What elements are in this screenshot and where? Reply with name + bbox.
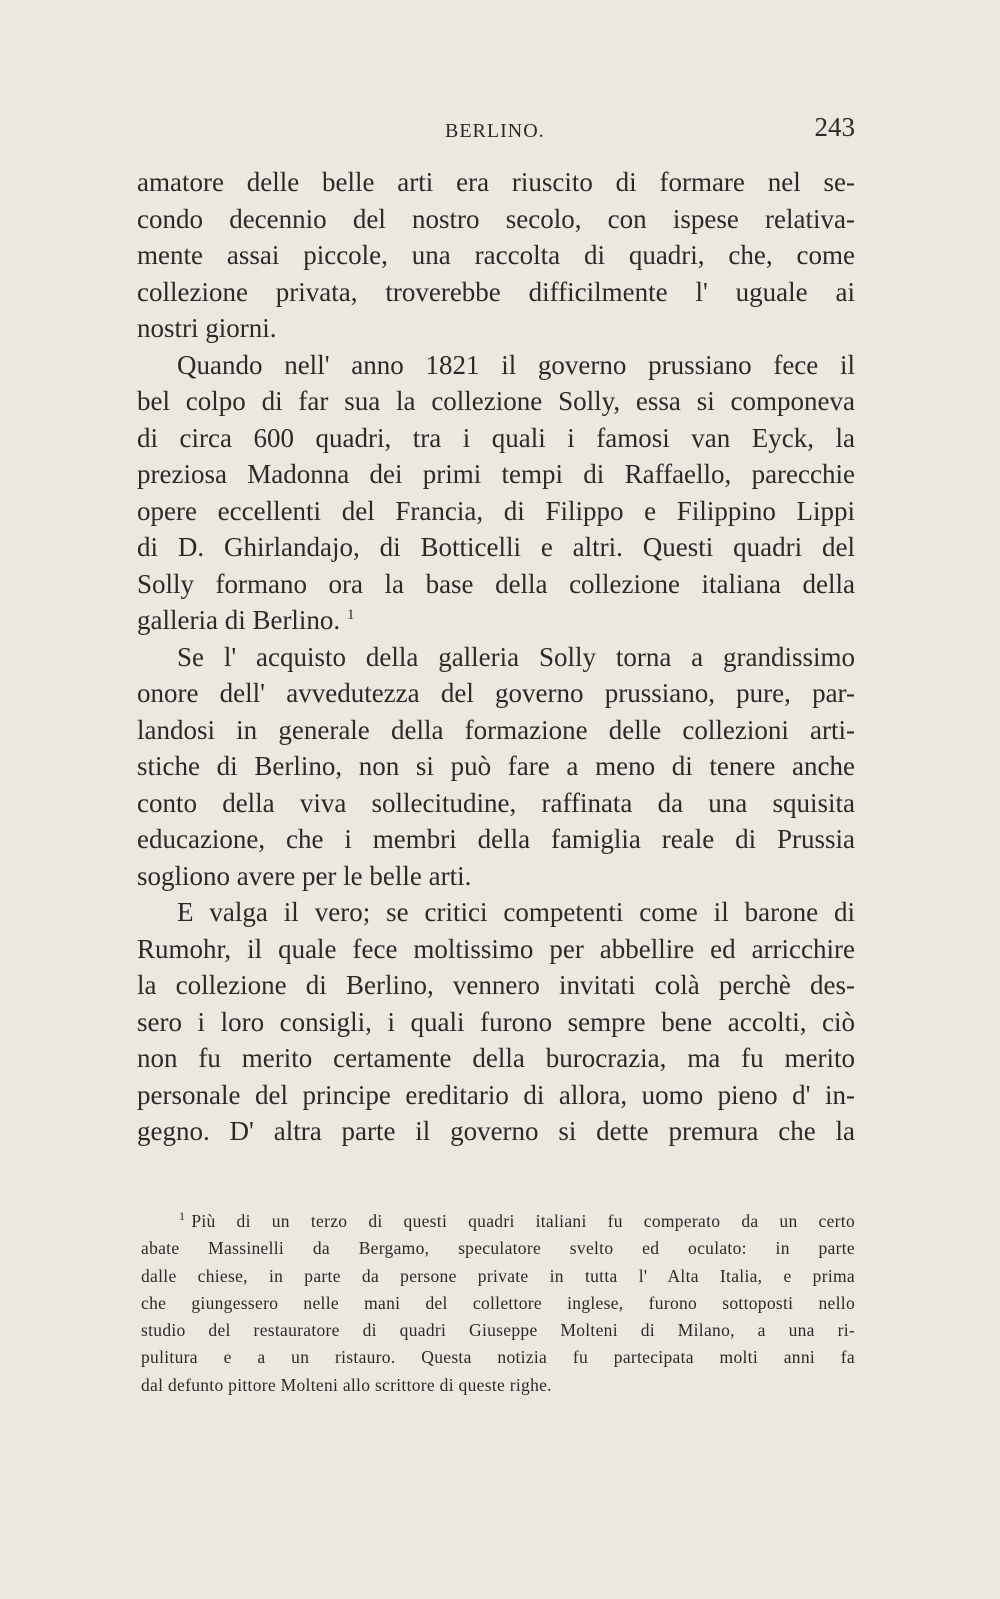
body-line: Se l' acquisto della galleria Solly torna a grandissimo xyxy=(177,641,855,672)
body-line: Solly formano ora la base della collezione italiana della xyxy=(137,568,855,599)
body-line: sogliono avere per le belle arti. xyxy=(137,860,472,891)
footnote xyxy=(141,1208,855,1399)
page-number: 243 xyxy=(814,112,855,142)
body-text xyxy=(137,164,855,1150)
body-line: personale del principe ereditario di allora, uomo pieno d' in- xyxy=(137,1079,855,1110)
body-line: E valga il vero; se critici competenti come il barone di xyxy=(177,897,855,927)
body-line: stiche di Berlino, non si può fare a meno di tenere anche xyxy=(137,751,855,781)
footnote-text: Più di un terzo di questi quadri italiani fu comperato da un certo xyxy=(191,1211,855,1231)
footnote-mark: 1 xyxy=(346,607,355,623)
body-line: preziosa Madonna dei primi tempi di Raffaello, parecchie xyxy=(137,459,855,489)
body-line: bel colpo di far sua la collezione Solly, essa si componeva xyxy=(137,386,855,416)
footnote-line xyxy=(141,1208,855,1235)
body-line-text: galleria di Berlino. xyxy=(137,605,341,635)
body-line: gegno. D' altra parte il governo si dette premura che la xyxy=(137,1116,855,1146)
footnote-number: 1 xyxy=(179,1209,186,1224)
body-line: di D. Ghirlandajo, di Botticelli e altri. Questi quadri del xyxy=(137,532,855,562)
body-line: amatore delle belle arti era riuscito di formare nel se- xyxy=(137,167,855,197)
body-line-with-footnote xyxy=(137,602,855,639)
page-header xyxy=(137,112,855,148)
body-line: condo decennio del nostro secolo, con ispese relativa- xyxy=(137,203,855,234)
body-line: Quando nell' anno 1821 il governo prussiano fece il xyxy=(177,349,855,380)
body-line: conto della viva sollecitudine, raffinata da una squisita xyxy=(137,787,855,818)
body-line: opere eccellenti del Francia, di Filippo e Filippino Lippi xyxy=(137,495,855,526)
body-line: sero i loro consigli, i quali furono sempre bene accolti, ciò xyxy=(137,1006,855,1037)
body-line: di circa 600 quadri, tra i quali i famosi van Eyck, la xyxy=(137,422,855,453)
body-line: onore dell' avvedutezza del governo prussiano, pure, par- xyxy=(137,678,855,708)
body-line: la collezione di Berlino, vennero invitati colà perchè des- xyxy=(137,970,855,1000)
body-line: landosi in generale della formazione delle collezioni arti- xyxy=(137,714,855,745)
body-line: non fu merito certamente della burocrazia, ma fu merito xyxy=(137,1043,855,1073)
footnote-line: dal defunto pittore Molteni allo scrittore di queste righe. xyxy=(141,1374,552,1395)
body-line: Rumohr, il quale fece moltissimo per abbellire ed arricchire xyxy=(137,933,855,964)
body-line: collezione privata, troverebbe difficilmente l' uguale ai xyxy=(137,276,855,307)
footnote-line: dalle chiese, in parte da persone private in tutta l' Alta Italia, e prima xyxy=(141,1265,855,1286)
footnote-line: pulitura e a un ristauro. Questa notizia fu partecipata molti anni fa xyxy=(141,1347,855,1368)
body-line: mente assai piccole, una raccolta di quadri, che, come xyxy=(137,240,855,270)
footnote-line: studio del restauratore di quadri Giuseppe Molteni di Milano, a una ri- xyxy=(141,1320,855,1341)
footnote-line: abate Massinelli da Bergamo, speculatore svelto ed oculato: in parte xyxy=(141,1238,855,1259)
body-line: nostri giorni. xyxy=(137,313,277,343)
footnote-line: che giungessero nelle mani del collettore inglese, furono sottoposti nello xyxy=(141,1292,855,1313)
running-title: BERLINO. xyxy=(445,120,545,142)
body-line: educazione, che i membri della famiglia reale di Prussia xyxy=(137,824,855,854)
